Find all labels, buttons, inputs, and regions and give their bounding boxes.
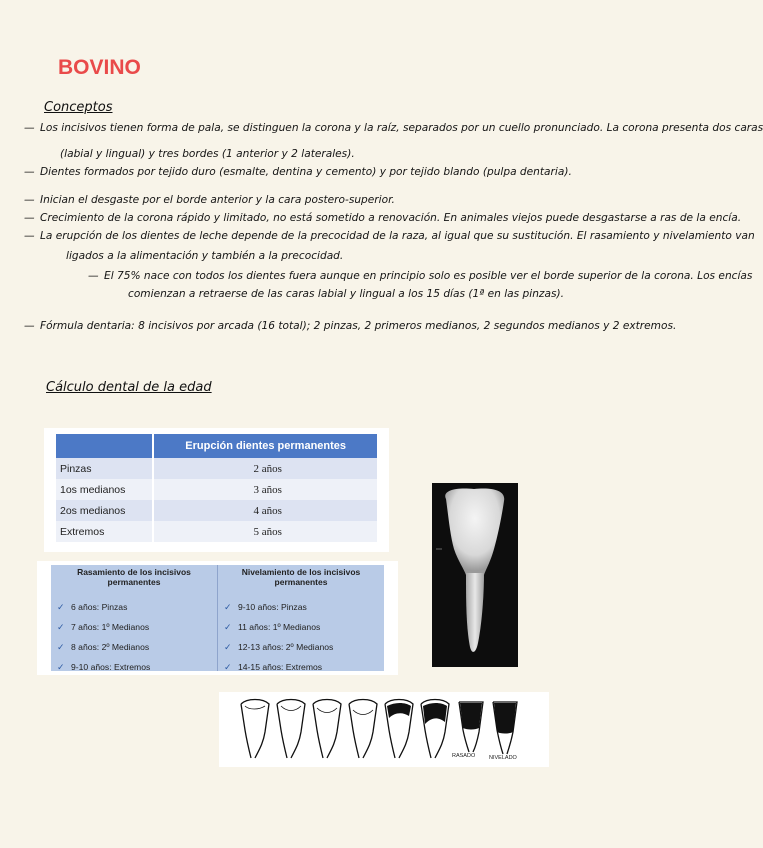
bullet-text: Los incisivos tienen forma de pala, se distinguen la corona y la raíz, separados por un cuello pronunciado. La corona presenta dos caras bbox=[40, 122, 763, 134]
list-item bbox=[57, 597, 211, 617]
tooth-xray-photo bbox=[432, 483, 518, 667]
list-item: — Dientes formados por tejido duro (esmalte, dentina y cemento) y por tejido blando (pulpa dentaria). bbox=[24, 166, 572, 178]
item-text: 11 años: 1º Medianos bbox=[238, 622, 321, 632]
rasamiento-header: Rasamiento de los incisivos permanentes bbox=[77, 567, 191, 588]
checkmark-icon: ✓ bbox=[224, 621, 232, 632]
item-text: 9-10 años: Pinzas bbox=[238, 602, 307, 612]
item-text: 12-13 años: 2º Medianos bbox=[238, 642, 334, 652]
tooth-wear-diagram bbox=[219, 692, 549, 767]
page-title: BOVINO bbox=[58, 56, 141, 79]
list-item: — Crecimiento de la corona rápido y limitado, no está sometido a renovación. En animales viejos puede desgastarse a ras de la encía. bbox=[24, 212, 742, 224]
nivelamiento-column bbox=[217, 565, 384, 671]
checkmark-icon: ✓ bbox=[224, 641, 232, 652]
tooth-name: 1os medianos bbox=[56, 479, 153, 500]
eruption-table-image bbox=[44, 428, 389, 552]
item-text: 7 años: 1º Medianos bbox=[71, 622, 150, 632]
list-item bbox=[224, 617, 378, 637]
wear-table bbox=[51, 565, 384, 671]
item-text: 6 años: Pinzas bbox=[71, 602, 128, 612]
item-text: 8 años: 2º Medianos bbox=[71, 642, 150, 652]
eruption-age: 4 años bbox=[153, 500, 377, 521]
bullet-continuation: ligados a la alimentación y también a la precocidad. bbox=[66, 250, 344, 262]
nivelado-label: NIVELADO bbox=[489, 755, 517, 761]
table-row bbox=[56, 521, 377, 542]
tooth-icon bbox=[432, 483, 518, 667]
item-text: 9-10 años: Extremos bbox=[71, 662, 151, 672]
table-row bbox=[56, 458, 377, 479]
item-text: 14-15 años: Extremos bbox=[238, 662, 323, 672]
list-item: — Los incisivos tienen forma de pala, se distinguen la corona y la raíz, separados por un cuello pronunciado. La corona presenta dos caras bbox=[24, 122, 763, 134]
list-item: — Fórmula dentaria: 8 incisivos por arcada (16 total); 2 pinzas, 2 primeros medianos, 2 segundos medianos y 2 extremos. bbox=[24, 320, 677, 332]
bullet-text: Fórmula dentaria: 8 incisivos por arcada (16 total); 2 pinzas, 2 primeros medianos, 2 segundos medianos y 2 extremos. bbox=[40, 320, 677, 332]
wear-table-image bbox=[37, 561, 398, 675]
table-header: Erupción dientes permanentes bbox=[153, 434, 377, 458]
table-row bbox=[56, 500, 377, 521]
bullet-continuation: (labial y lingual) y tres bordes (1 anterior y 2 laterales). bbox=[60, 148, 355, 160]
checkmark-icon: ✓ bbox=[224, 601, 232, 612]
checkmark-icon: ✓ bbox=[57, 641, 65, 652]
eruption-age: 3 años bbox=[153, 479, 377, 500]
list-item bbox=[224, 637, 378, 657]
eruption-table bbox=[56, 434, 377, 542]
rasado-label: RASADO bbox=[452, 753, 476, 759]
rasamiento-column bbox=[51, 565, 217, 671]
list-item bbox=[57, 657, 211, 677]
list-item bbox=[224, 597, 378, 617]
tooth-name: Extremos bbox=[56, 521, 153, 542]
eruption-age: 5 años bbox=[153, 521, 377, 542]
list-item bbox=[224, 657, 378, 677]
bullet-text: Inician el desgaste por el borde anterior y la cara postero-superior. bbox=[40, 194, 395, 206]
checkmark-icon: ✓ bbox=[57, 601, 65, 612]
age-calculation-heading: Cálculo dental de la edad bbox=[46, 380, 212, 395]
table-row bbox=[56, 479, 377, 500]
bullet-text: Crecimiento de la corona rápido y limitado, no está sometido a renovación. En animales viejos puede desgastarse a ras de la encía. bbox=[40, 212, 742, 224]
checkmark-icon: ✓ bbox=[57, 621, 65, 632]
eruption-age: 2 años bbox=[153, 458, 377, 479]
tooth-name: 2os medianos bbox=[56, 500, 153, 521]
concepts-heading: Conceptos bbox=[44, 100, 113, 115]
checkmark-icon: ✓ bbox=[57, 661, 65, 672]
table-header-empty bbox=[56, 434, 153, 458]
list-item bbox=[57, 617, 211, 637]
list-item bbox=[57, 637, 211, 657]
bullet-text: El 75% nace con todos los dientes fuera aunque en principio solo es posible ver el borde superior de la corona. Los encías bbox=[104, 270, 753, 282]
tooth-name: Pinzas bbox=[56, 458, 153, 479]
list-item: — Inician el desgaste por el borde anterior y la cara postero-superior. bbox=[24, 194, 395, 206]
bullet-text: Dientes formados por tejido duro (esmalte, dentina y cemento) y por tejido blando (pulpa dentaria). bbox=[40, 166, 572, 178]
bullet-continuation: comienzan a retraerse de las caras labial y lingual a los 15 días (1ª en las pinzas). bbox=[128, 288, 564, 300]
nivelamiento-header: Nivelamiento de los incisivos permanentes bbox=[241, 567, 361, 588]
checkmark-icon: ✓ bbox=[224, 661, 232, 672]
bullet-text: La erupción de los dientes de leche depende de la precocidad de la raza, al igual que su sustitución. El rasamiento y nivelamiento van bbox=[40, 230, 755, 242]
sub-list-item: — El 75% nace con todos los dientes fuera aunque en principio solo es posible ver el borde superior de la corona. Los encías bbox=[88, 270, 753, 282]
list-item: — La erupción de los dientes de leche depende de la precocidad de la raza, al igual que su sustitución. El rasamiento y nivelamiento van bbox=[24, 230, 755, 242]
